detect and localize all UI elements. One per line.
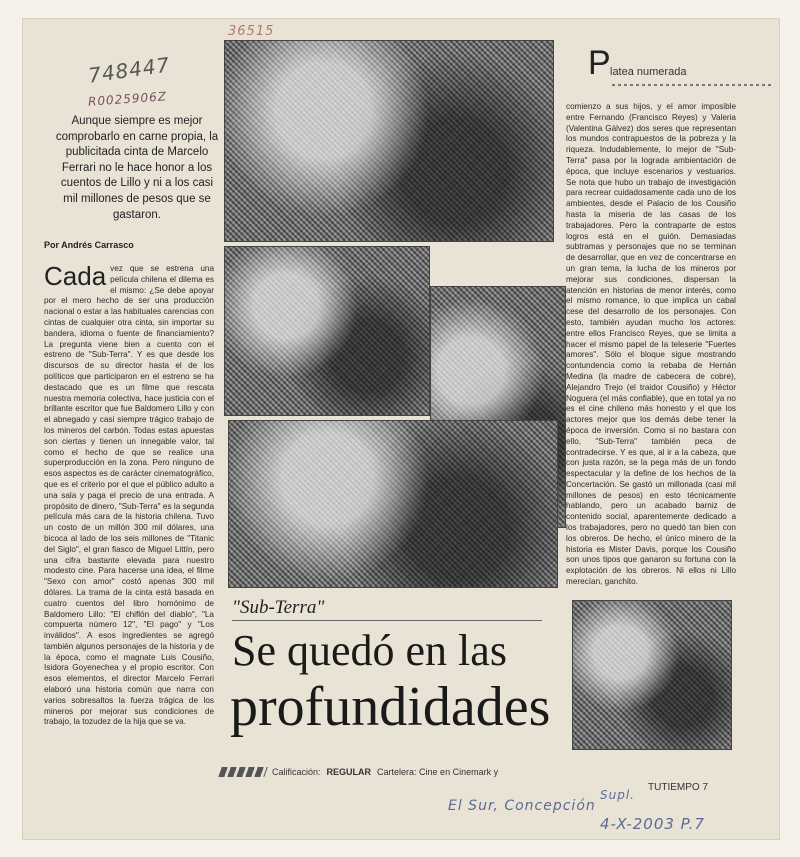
source-note: El Sur, Concepción (448, 798, 596, 814)
section-header (588, 44, 778, 94)
rating-value: REGULAR (326, 767, 372, 777)
dropcap: Cada (44, 264, 107, 291)
body-column-left (44, 264, 214, 766)
body-column-right: comienzo a sus hijos, y el amor imposible entre Fernando (Francisco Reyes) y Valeria (Valentina Gálvez) dos seres que representan los mundos contrapuestos de la pobreza y la riqueza. Indudablemente, lo mejor de "Sub-Terra" pasa por la lograda ambientación de época, que incluye escenarios y vestuarios. Se nota que hubo un trabajo de investigación para recrear cuidadosamente cada uno de los ambientes, desde el Palacio de los Cousiño hasta la miseria de las casas de los trabajadores. Pero la contraparte de estos logros está en el guión. Demasiadas subtramas y personajes que no se terminan de desarrollar, que en vez de concentrarse en un gran tema, la lucha de los mineros por mejorar sus condiciones, dispersan la atención en historias de menor interés, como el mismo romance, lo que implica un cabal cese del desarrollo de los personajes. Con esto, también ayudan mucho los actores: entre ellos Francisco Reyes, que se limita a hacer el mismo papel de la teleserie "Fuertes amores". Sólo el bloque sigue mostrando contundencia como la rebaba de Hernán Medina (la madre de cabecera de cobre), Alejandro Trejo (el traidor Cousiño) y Héctor Noguera (el más confiable), que en total ya no es el cine chileno más honesto y el que los actores mejor que los demás debe tener la época de inversión. Como si no bastara con ello, "Sub-Terra" también peca de contradecirse. Y es que, al ir a la cabeza, que con justa razón, se la pega más de un fondo espectacular y la define de los hechos de la Concertación. Se gastó un millonada (casi mil millones de pesos) en esto técnicamente hablando, pero un acabado barniz de contenido social, aparentemente dedicado a los trabajadores, pero no quedó tan bien con los obreros. De hecho, el único minero de la historia es Mister Davis, porque los Cousiño son unos tipos que ganaron su fortuna con la explotación de los obreros. Ni ellos ni Lillo merecían, ganchito. (566, 102, 736, 587)
catalog-id: 748447 (86, 52, 172, 88)
supplement-print: TUTIEMPO 7 (648, 782, 709, 793)
film-still-portrait (224, 246, 430, 416)
article-kicker: "Sub-Terra" (232, 597, 325, 618)
film-still-child (572, 600, 732, 750)
section-name: latea numerada (610, 66, 687, 78)
register-code: R0025906Z (87, 89, 168, 109)
supplement-note: Supl. (600, 788, 635, 802)
headline-line-2: profundidades (230, 676, 551, 738)
rating-label: Calificación: (272, 767, 321, 777)
rating-bar (220, 764, 580, 780)
section-initial: P (588, 44, 611, 82)
archive-number: 36515 (228, 24, 275, 39)
section-rule (612, 84, 772, 86)
lead-paragraph: Aunque siempre es mejor comprobarlo en carne propia, la publicitada cinta de Marcelo Ferrari no le hace honor a los cuentos de Lillo y ni a los casi mil millones de pesos que se gastaron. (55, 115, 219, 221)
byline: Por Andrés Carrasco (44, 240, 134, 250)
film-still-miners (224, 40, 554, 242)
rating-note: Cartelera: Cine en Cinemark y (377, 767, 499, 777)
kicker-rule (232, 620, 542, 621)
film-still-closeup (228, 420, 558, 588)
date-page-note: 4-X-2003 P.7 (600, 815, 705, 833)
body-left-text: vez que se estrena una película chilena el dilema es el mismo: ¿Se debe apoyar por el mero hecho de ser una producción nacional o estar a las habituales carencias con cintas de cualquier otra cinta, sin importar su bandera, idioma o fuente de financiamiento? La pregunta viene bien a cuento con el estreno de "Sub-Terra". Y es que desde los discursos de su director hasta el de los políticos que participaron en el estreno se ha destacado que es un filme que rescata nuestra memoria colectiva, hace justicia con el brillante escritor que fue Baldomero Lillo y con el abnegado y casi siempre trágico trabajo de los mineros del carbón. Todas estas apuestas son ciertas y tienen un innegable valor, tal como el hecho de que se realice una superproducción en la zona. Pero ninguno de esos aspectos es de carácter cinematográfico, que es el criterio por el que el público adulto a una sala y paga el precio de una entrada. A propósito de dinero, "Sub-Terra" es la segunda película más cara de la historia chilena. Tuvo un costo de un millón 300 mil dólares, una bicoca al lado de los seis millones de "Titanic del Siglo", el gran fiasco de Miguel Littín, pero una cifra bastante elevada para nuestro modesto cine. Para hacerse una idea, el filme "Sexo con amor" costó apenas 300 mil dólares. La trama de la cinta está basada en cuatro cuentos del libro homónimo de Baldomero Lillo: "El chiflón del diablo", "La compuerta número 12", "El pago" y "Los inválidos". A esos ingredientes se agregó también algunos personajes de la historia y de la época, como el magnate Luis Cousiño, Isidora Goyenechea y el propio escritor. Con esos elementos, el director Marcelo Ferrari elaboró una historia común que narra con varios sobresaltos la fuerza trágica de los mineros por mejorar sus condiciones de trabajo, la tozudez de la hija que se va. (44, 264, 214, 727)
headline-line-1: Se quedó en las (232, 626, 507, 675)
rating-stars-icon (218, 767, 268, 777)
